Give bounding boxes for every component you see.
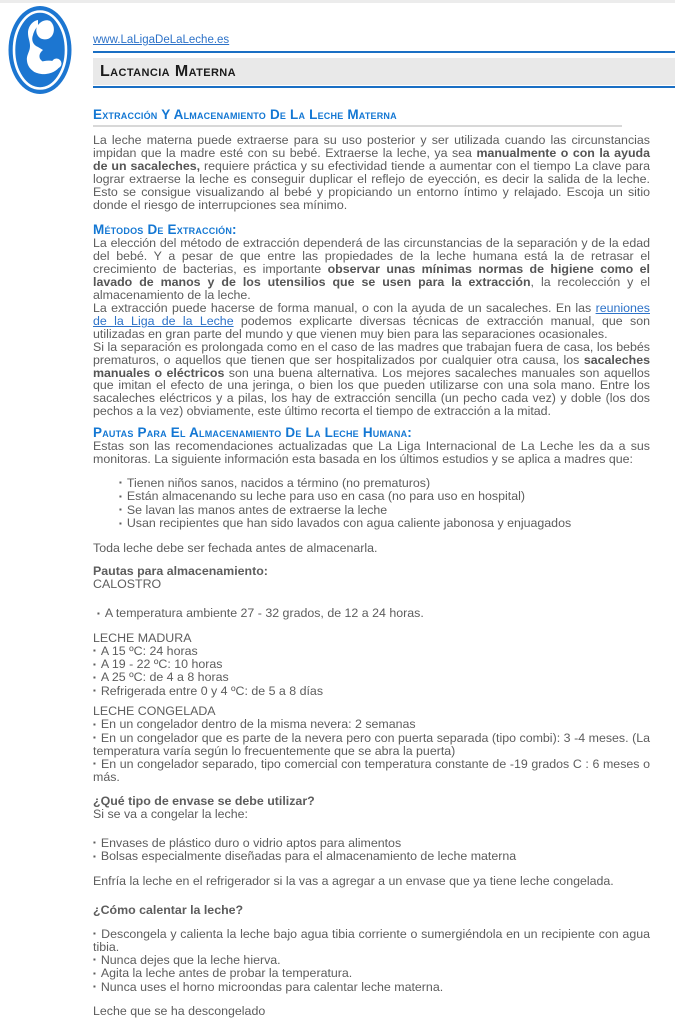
list-item-text: Bolsas especialmente diseñadas para el almacenamiento de leche materna bbox=[100, 849, 517, 864]
calentar-title: ¿Cómo calentar la leche? bbox=[93, 902, 244, 917]
square-bullet-icon: ▪ bbox=[119, 478, 122, 488]
square-bullet-icon: ▪ bbox=[119, 491, 122, 501]
section-heading-pautas: Pautas Para El Almacenamiento De La Leche Humana: bbox=[93, 425, 412, 441]
paragraph-metodos-3 bbox=[93, 341, 650, 418]
text-run: , la recolección y el almacenamiento de la leche. bbox=[93, 275, 650, 303]
madura-label: LECHE MADURA bbox=[93, 630, 192, 645]
site-link-row bbox=[93, 3, 675, 48]
list-item-text: Descongela y calienta la leche bajo agua tibia corriente o sumergiéndola en un recipiente con agua tibia. bbox=[93, 926, 651, 954]
square-bullet-icon: ▪ bbox=[93, 982, 96, 992]
section-heading-metodos: Métodos De Extracción: bbox=[93, 222, 237, 238]
list-item bbox=[93, 732, 650, 758]
square-bullet-icon: ▪ bbox=[93, 759, 97, 769]
paragraph-extraccion bbox=[93, 134, 650, 211]
almacenamiento-title-block bbox=[93, 565, 650, 591]
almacenamiento-title: Pautas para almacenamiento: bbox=[93, 564, 268, 579]
list-item bbox=[119, 504, 650, 517]
text-run: La elección del método de extracción dependerá de las circunstancias de la separación y de la edad del bebé. Y a pesar de que entre las propiedades de la leche humana está la de retrasar el crecimiento de bacterias, es importante bbox=[93, 236, 650, 277]
site-url-link[interactable]: www.LaLigaDeLaLeche.es bbox=[93, 34, 230, 46]
list-item bbox=[93, 658, 650, 671]
text-run: requiere práctica y su efectividad tiende a aumentar con el tiempo La clave para lograr extraerse la leche es conseguir duplicar el reflejo de eyección, es decir la salida de la leche. Esto se consigue visualizando al bebé y propiciando un entorno íntimo y relajado. Escoja un sitio donde el riesgo de interrupciones sea mínimo. bbox=[93, 158, 650, 212]
list-item-text: Refrigerada entre 0 y 4 ºC: de 5 a 8 días bbox=[100, 683, 324, 698]
text-run: La extracción puede hacerse de forma manual, o con la ayuda de un sacaleches. En las bbox=[93, 300, 596, 315]
text-run: son una buena alternativa. Los mejores sacaleches manuales son aquellos que imitan el efecto de una jeringa, o bien los que pueden utilizarse con una sola mano. Entre los sacaleches eléctricos y a pilas, los hay de extracción sencilla (un pecho cada vez) y doble (los dos pechos a la vez) obviamente, este último recorta el tiempo de extracción a la mitad. bbox=[93, 365, 650, 419]
list-item bbox=[93, 928, 650, 954]
list-item-text: A 15 ºC: 24 horas bbox=[100, 643, 198, 658]
list-item-text: Están almacenando su leche para uso en casa (no para uso en hospital) bbox=[126, 489, 525, 504]
text-run: Si la separación es prolongada como en el caso de las madres que trabajan fuera de casa, los bebés prematuros, o aquellos que tienen que ser hospitalizados por cualquier otra causa, los bbox=[93, 339, 650, 367]
section-heading-extraccion: Extracción Y Almacenamiento De La Leche Materna bbox=[93, 107, 622, 127]
list-item bbox=[119, 490, 650, 503]
square-bullet-icon: ▪ bbox=[93, 672, 96, 682]
list-item bbox=[119, 517, 650, 530]
bold-text: sacaleches manuales o eléctricos bbox=[93, 352, 650, 380]
square-bullet-icon: ▪ bbox=[93, 733, 96, 743]
calostro-label: CALOSTRO bbox=[93, 577, 162, 592]
list-item bbox=[93, 954, 650, 967]
calostro-list bbox=[93, 607, 650, 620]
list-item bbox=[93, 685, 650, 698]
paragraph-metodos-1 bbox=[93, 237, 650, 302]
fechada-note: Toda leche debe ser fechada antes de almacenarla. bbox=[93, 540, 378, 555]
list-item bbox=[97, 607, 650, 620]
list-item-text: Agita la leche antes de probar la temperatura. bbox=[100, 966, 353, 981]
list-item-text: Usan recipientes que han sido lavados con agua caliente jabonosa y enjuagados bbox=[126, 516, 572, 531]
list-item-text: Tienen niños sanos, nacidos a término (no prematuros) bbox=[126, 475, 431, 490]
list-item bbox=[93, 718, 650, 731]
calentar-list bbox=[93, 928, 650, 995]
list-item-text: A 19 - 22 ºC: 10 horas bbox=[100, 657, 223, 671]
square-bullet-icon: ▪ bbox=[93, 851, 96, 861]
square-bullet-icon: ▪ bbox=[93, 686, 96, 696]
la-leche-league-logo bbox=[8, 5, 72, 95]
envase-subtitle: Si se va a congelar la leche: bbox=[93, 807, 248, 822]
square-bullet-icon: ▪ bbox=[119, 505, 122, 515]
list-item bbox=[93, 981, 650, 994]
enfria-note: Enfría la leche en el refrigerador si la vas a agregar a un envase que ya tiene leche congelada. bbox=[93, 873, 614, 888]
list-item-text: A 25 ºC: de 4 a 8 horas bbox=[100, 670, 229, 685]
list-item bbox=[93, 967, 650, 980]
square-bullet-icon: ▪ bbox=[93, 659, 96, 669]
square-bullet-icon: ▪ bbox=[97, 608, 100, 618]
page-title: Lactancia Materna bbox=[93, 58, 675, 85]
header-divider-bottom bbox=[93, 86, 675, 88]
list-item bbox=[93, 671, 650, 684]
text-run: La leche materna puede extraerse para su uso posterior y ser utilizada cuando las circunstancias impidan que la madre esté con su bebé. Extraerse la leche, ya sea bbox=[93, 133, 650, 160]
article-content bbox=[93, 107, 650, 1018]
list-item-text: En un congelador dentro de la misma nevera: 2 semanas bbox=[100, 717, 416, 732]
square-bullet-icon: ▪ bbox=[93, 646, 96, 656]
congelada-label: LECHE CONGELADA bbox=[93, 704, 216, 719]
envase-title: ¿Qué tipo de envase se debe utilizar? bbox=[93, 794, 315, 809]
list-item-text: Envases de plástico duro o vidrio aptos para alimentos bbox=[100, 835, 402, 850]
descongelado-title: Leche que se ha descongelado bbox=[93, 1004, 266, 1018]
list-item bbox=[93, 758, 650, 784]
list-item-text: En un congelador separado, tipo comercial con temperatura constante de -19 grados C : 6 meses o más. bbox=[93, 756, 650, 785]
paragraph-pautas-intro: Estas son las recomendaciones actualizadas que La Liga Internacional de La Leche les da a sus monitoras. La siguiente información esta basada en los últimos estudios y se aplica a madres que: bbox=[93, 439, 650, 467]
bold-text: observar unas mínimas normas de higiene como el lavado de manos y de los utensilios que se usen para la extracción bbox=[93, 262, 650, 290]
list-item bbox=[119, 477, 650, 490]
square-bullet-icon: ▪ bbox=[93, 968, 96, 978]
list-item-text: Nunca dejes que la leche hierva. bbox=[100, 952, 281, 967]
inline-link[interactable]: reuniones de la Liga de la Leche bbox=[93, 300, 650, 328]
list-item bbox=[93, 645, 650, 658]
leche-madura-block bbox=[93, 632, 650, 699]
envase-title-block bbox=[93, 795, 650, 821]
envase-list bbox=[93, 837, 650, 864]
text-run: podemos explicarte diversas técnicas de extracción manual, que son utilizadas en gran parte del mundo y que vienen muy bien para las separaciones ocasionales. bbox=[93, 313, 650, 341]
header-divider-top bbox=[93, 51, 675, 53]
square-bullet-icon: ▪ bbox=[119, 518, 122, 528]
list-item bbox=[93, 837, 650, 850]
square-bullet-icon: ▪ bbox=[93, 955, 96, 965]
square-bullet-icon: ▪ bbox=[93, 838, 96, 848]
list-item-text: Nunca uses el horno microondas para calentar leche materna. bbox=[100, 979, 444, 994]
square-bullet-icon: ▪ bbox=[93, 929, 97, 939]
list-item-text: En un congelador que es parte de la nevera pero con puerta separada (tipo combi): 3 -4 meses. (La temperatura varía según lo frecuentemente que se abra la puerta) bbox=[93, 730, 650, 758]
list-item-text: Se lavan las manos antes de extraerse la leche bbox=[126, 502, 388, 517]
paragraph-metodos-2 bbox=[93, 302, 650, 341]
mother-baby-icon bbox=[8, 5, 72, 95]
list-item-text: A temperatura ambiente 27 - 32 grados, de 12 a 24 horas. bbox=[104, 606, 424, 621]
leche-congelada-block bbox=[93, 705, 650, 784]
page-header bbox=[93, 3, 675, 88]
square-bullet-icon: ▪ bbox=[93, 719, 96, 729]
list-item bbox=[93, 850, 650, 863]
congelada-list bbox=[93, 718, 650, 784]
bold-text: manualmente o con la ayuda de un sacaleches, bbox=[93, 145, 650, 173]
madura-list bbox=[93, 645, 650, 699]
madres-requirements-list bbox=[93, 477, 650, 531]
